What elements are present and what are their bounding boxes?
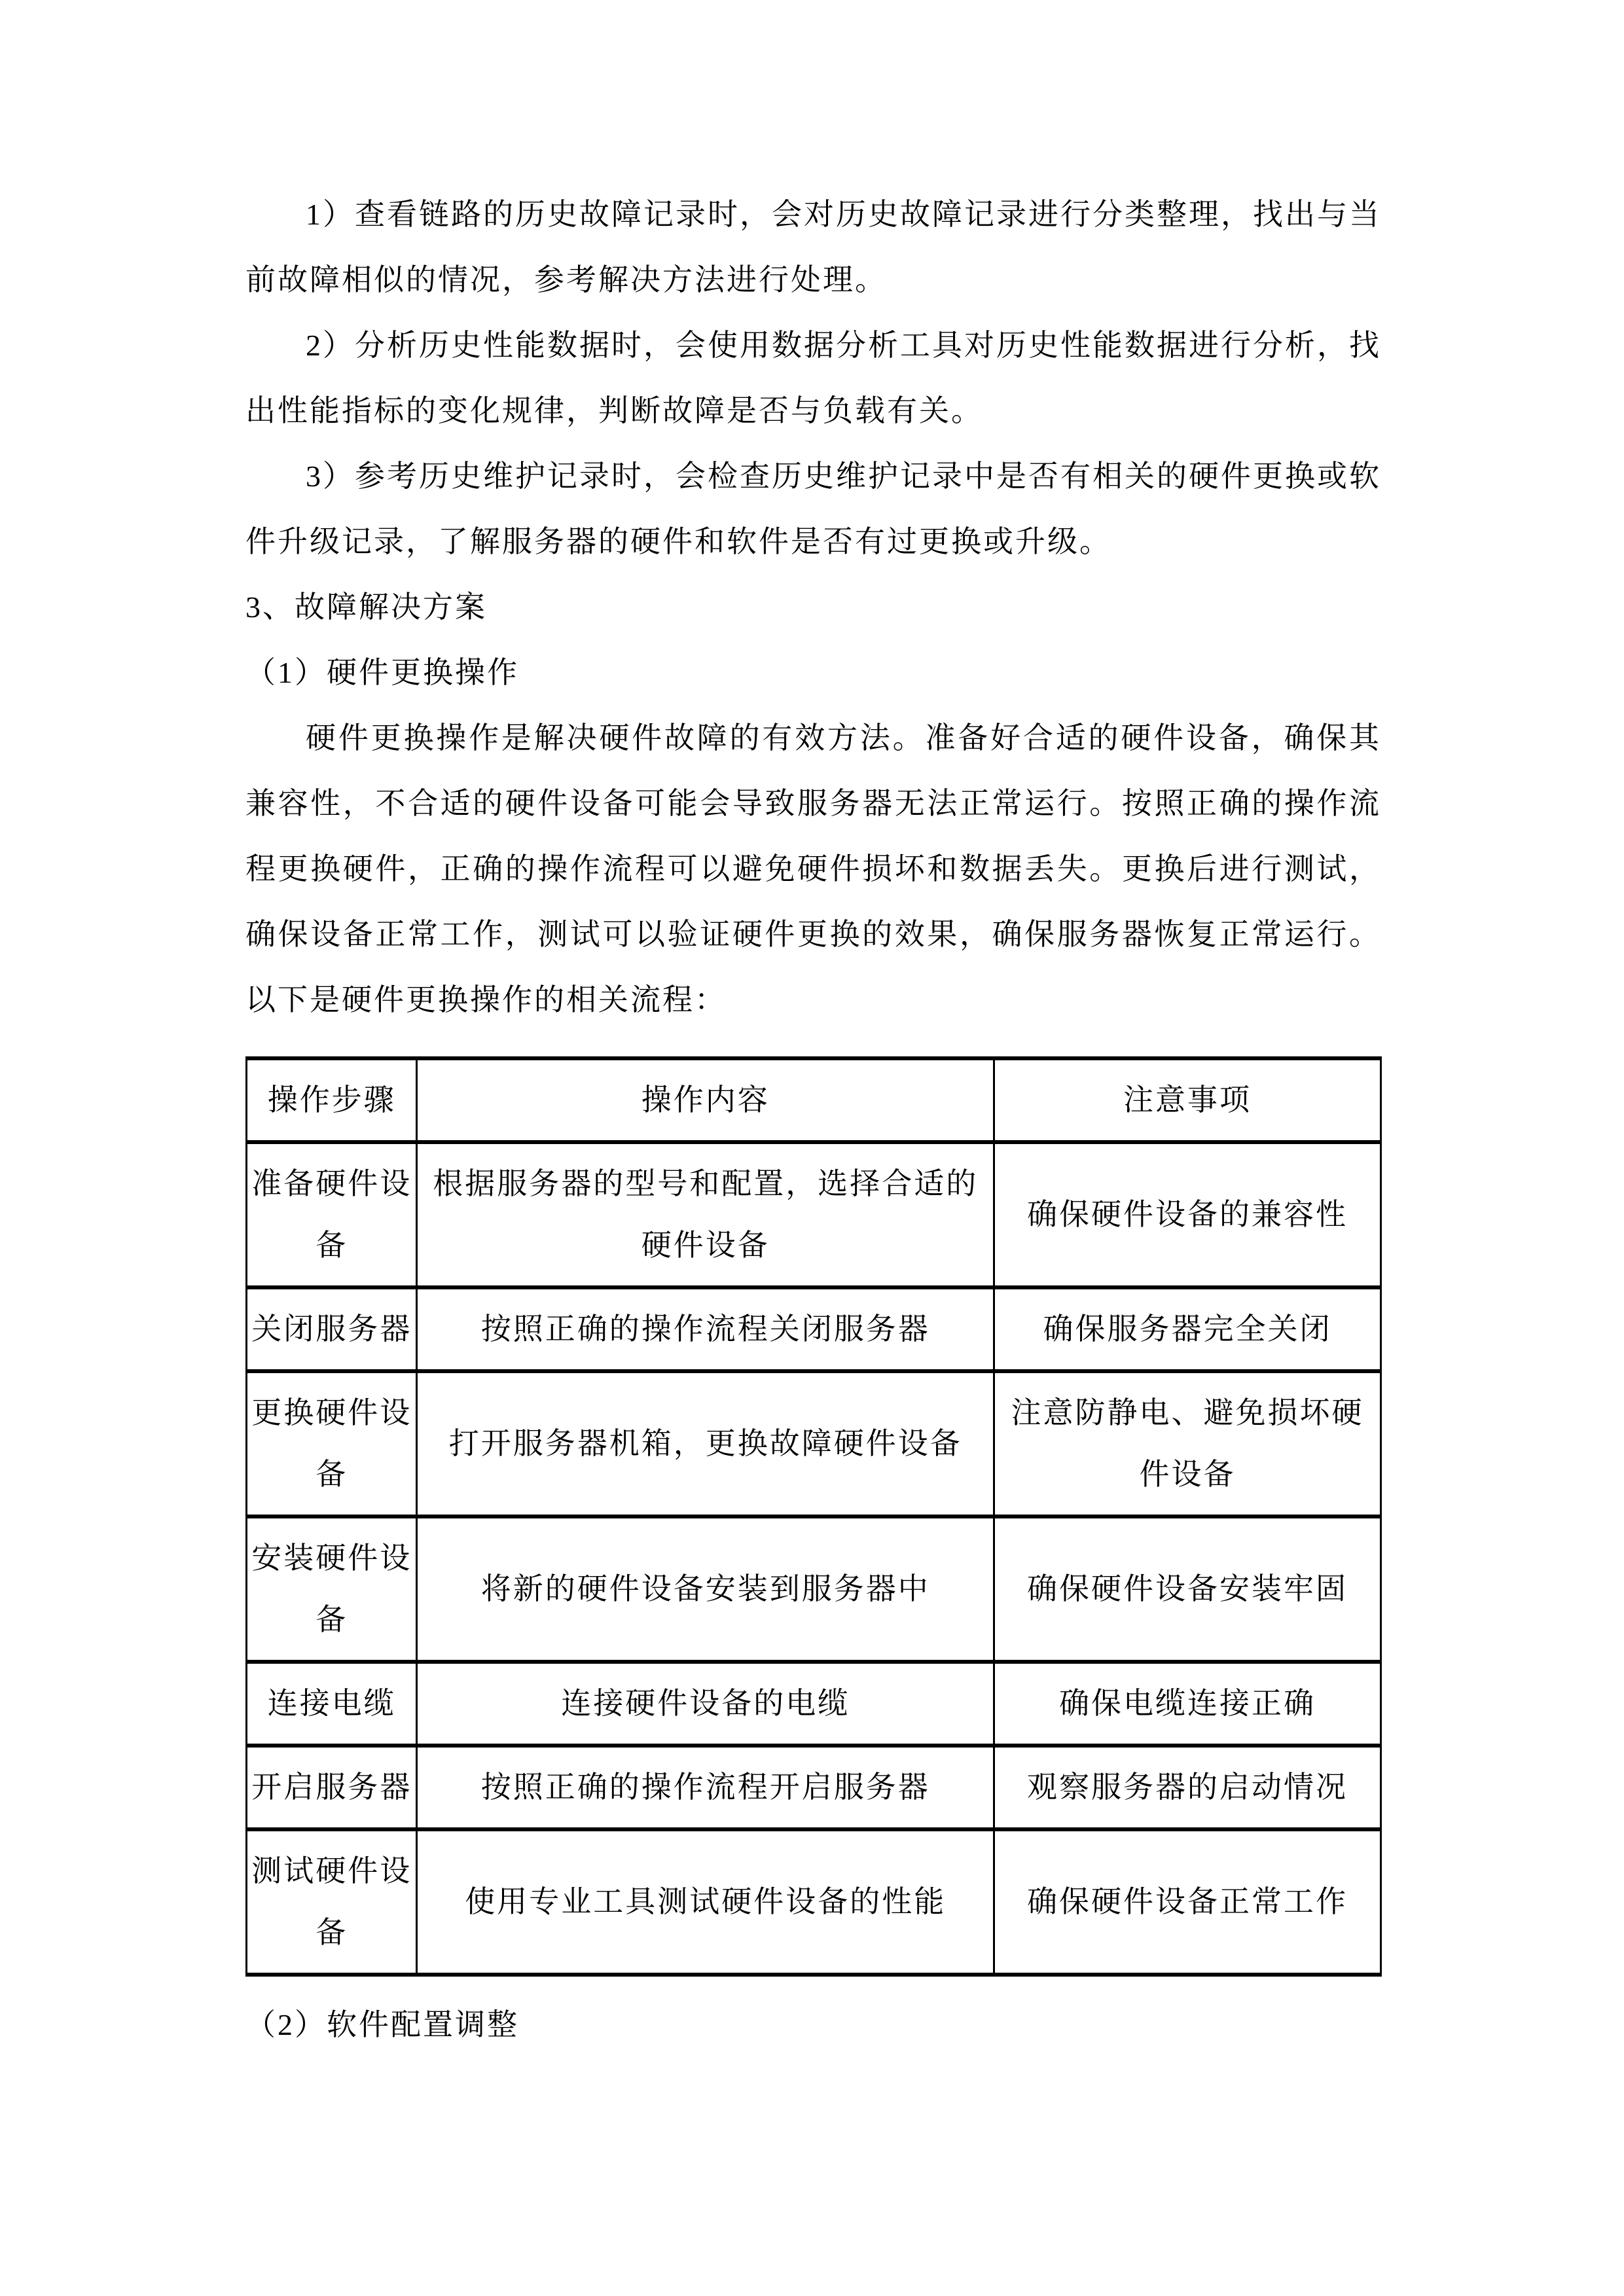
heading-fault-solution: 3、故障解决方案 bbox=[245, 590, 487, 624]
paragraph-history-fault-records: 1）查看链路的历史故障记录时，会对历史故障记录进行分类整理，找出与当前故障相似的情况，参考解决方法进行处理。 bbox=[245, 198, 1381, 296]
table-cell-notes: 确保硬件设备正常工作 bbox=[994, 1829, 1380, 1975]
table-cell-notes: 确保硬件设备的兼容性 bbox=[994, 1142, 1380, 1287]
table-row-test-hardware bbox=[247, 1829, 1381, 1975]
table-header-row bbox=[247, 1058, 1381, 1142]
table-cell-content: 打开服务器机箱，更换故障硬件设备 bbox=[417, 1371, 994, 1516]
table-cell-notes: 确保电缆连接正确 bbox=[994, 1662, 1380, 1746]
table-cell-content: 连接硬件设备的电缆 bbox=[417, 1662, 994, 1746]
hardware-replacement-table bbox=[245, 1056, 1382, 1977]
table-cell-notes: 确保硬件设备安装牢固 bbox=[994, 1516, 1380, 1662]
table-cell-content: 按照正确的操作流程开启服务器 bbox=[417, 1746, 994, 1829]
table-row-prepare-hardware bbox=[247, 1142, 1381, 1287]
table-cell-step: 安装硬件设备 bbox=[247, 1516, 417, 1662]
table-cell-content: 将新的硬件设备安装到服务器中 bbox=[417, 1516, 994, 1662]
table-cell-notes: 注意防静电、避免损坏硬件设备 bbox=[994, 1371, 1380, 1516]
table-cell-step: 准备硬件设备 bbox=[247, 1142, 417, 1287]
table-cell-step: 连接电缆 bbox=[247, 1662, 417, 1746]
column-header-step: 操作步骤 bbox=[247, 1058, 417, 1142]
table-cell-content: 根据服务器的型号和配置，选择合适的硬件设备 bbox=[417, 1142, 994, 1287]
table-cell-step: 测试硬件设备 bbox=[247, 1829, 417, 1975]
table-row-connect-cables bbox=[247, 1662, 1381, 1746]
table-cell-notes: 确保服务器完全关闭 bbox=[994, 1287, 1380, 1371]
paragraph-history-performance-data: 2）分析历史性能数据时，会使用数据分析工具对历史性能数据进行分析，找出性能指标的变化规律，判断故障是否与负载有关。 bbox=[245, 329, 1381, 427]
column-header-notes: 注意事项 bbox=[994, 1058, 1380, 1142]
table-cell-step: 开启服务器 bbox=[247, 1746, 417, 1829]
table-row-shutdown-server bbox=[247, 1287, 1381, 1371]
table-cell-content: 按照正确的操作流程关闭服务器 bbox=[417, 1287, 994, 1371]
paragraph-hardware-replacement-intro: 硬件更换操作是解决硬件故障的有效方法。准备好合适的硬件设备，确保其兼容性，不合适的硬件设备可能会导致服务器无法正常运行。按照正确的操作流程更换硬件，正确的操作流程可以避免硬件损坏和数据丢失。更换后进行测试，确保设备正常工作，测试可以验证硬件更换的效果，确保服务器恢复正常运行。以下是硬件更换操作的相关流程： bbox=[245, 721, 1381, 1016]
table-cell-step: 更换硬件设备 bbox=[247, 1371, 417, 1516]
table-cell-notes: 观察服务器的启动情况 bbox=[994, 1746, 1380, 1829]
table-row-start-server bbox=[247, 1746, 1381, 1829]
paragraph-history-maintenance-records: 3）参考历史维护记录时，会检查历史维护记录中是否有相关的硬件更换或软件升级记录，了解服务器的硬件和软件是否有过更换或升级。 bbox=[245, 459, 1381, 558]
table-row-install-hardware bbox=[247, 1516, 1381, 1662]
table-cell-content: 使用专业工具测试硬件设备的性能 bbox=[417, 1829, 994, 1975]
column-header-content: 操作内容 bbox=[417, 1058, 994, 1142]
subheading-hardware-replacement: （1）硬件更换操作 bbox=[245, 656, 519, 689]
table-row-replace-hardware bbox=[247, 1371, 1381, 1516]
subheading-software-config: （2）软件配置调整 bbox=[245, 2008, 519, 2041]
table-cell-step: 关闭服务器 bbox=[247, 1287, 417, 1371]
